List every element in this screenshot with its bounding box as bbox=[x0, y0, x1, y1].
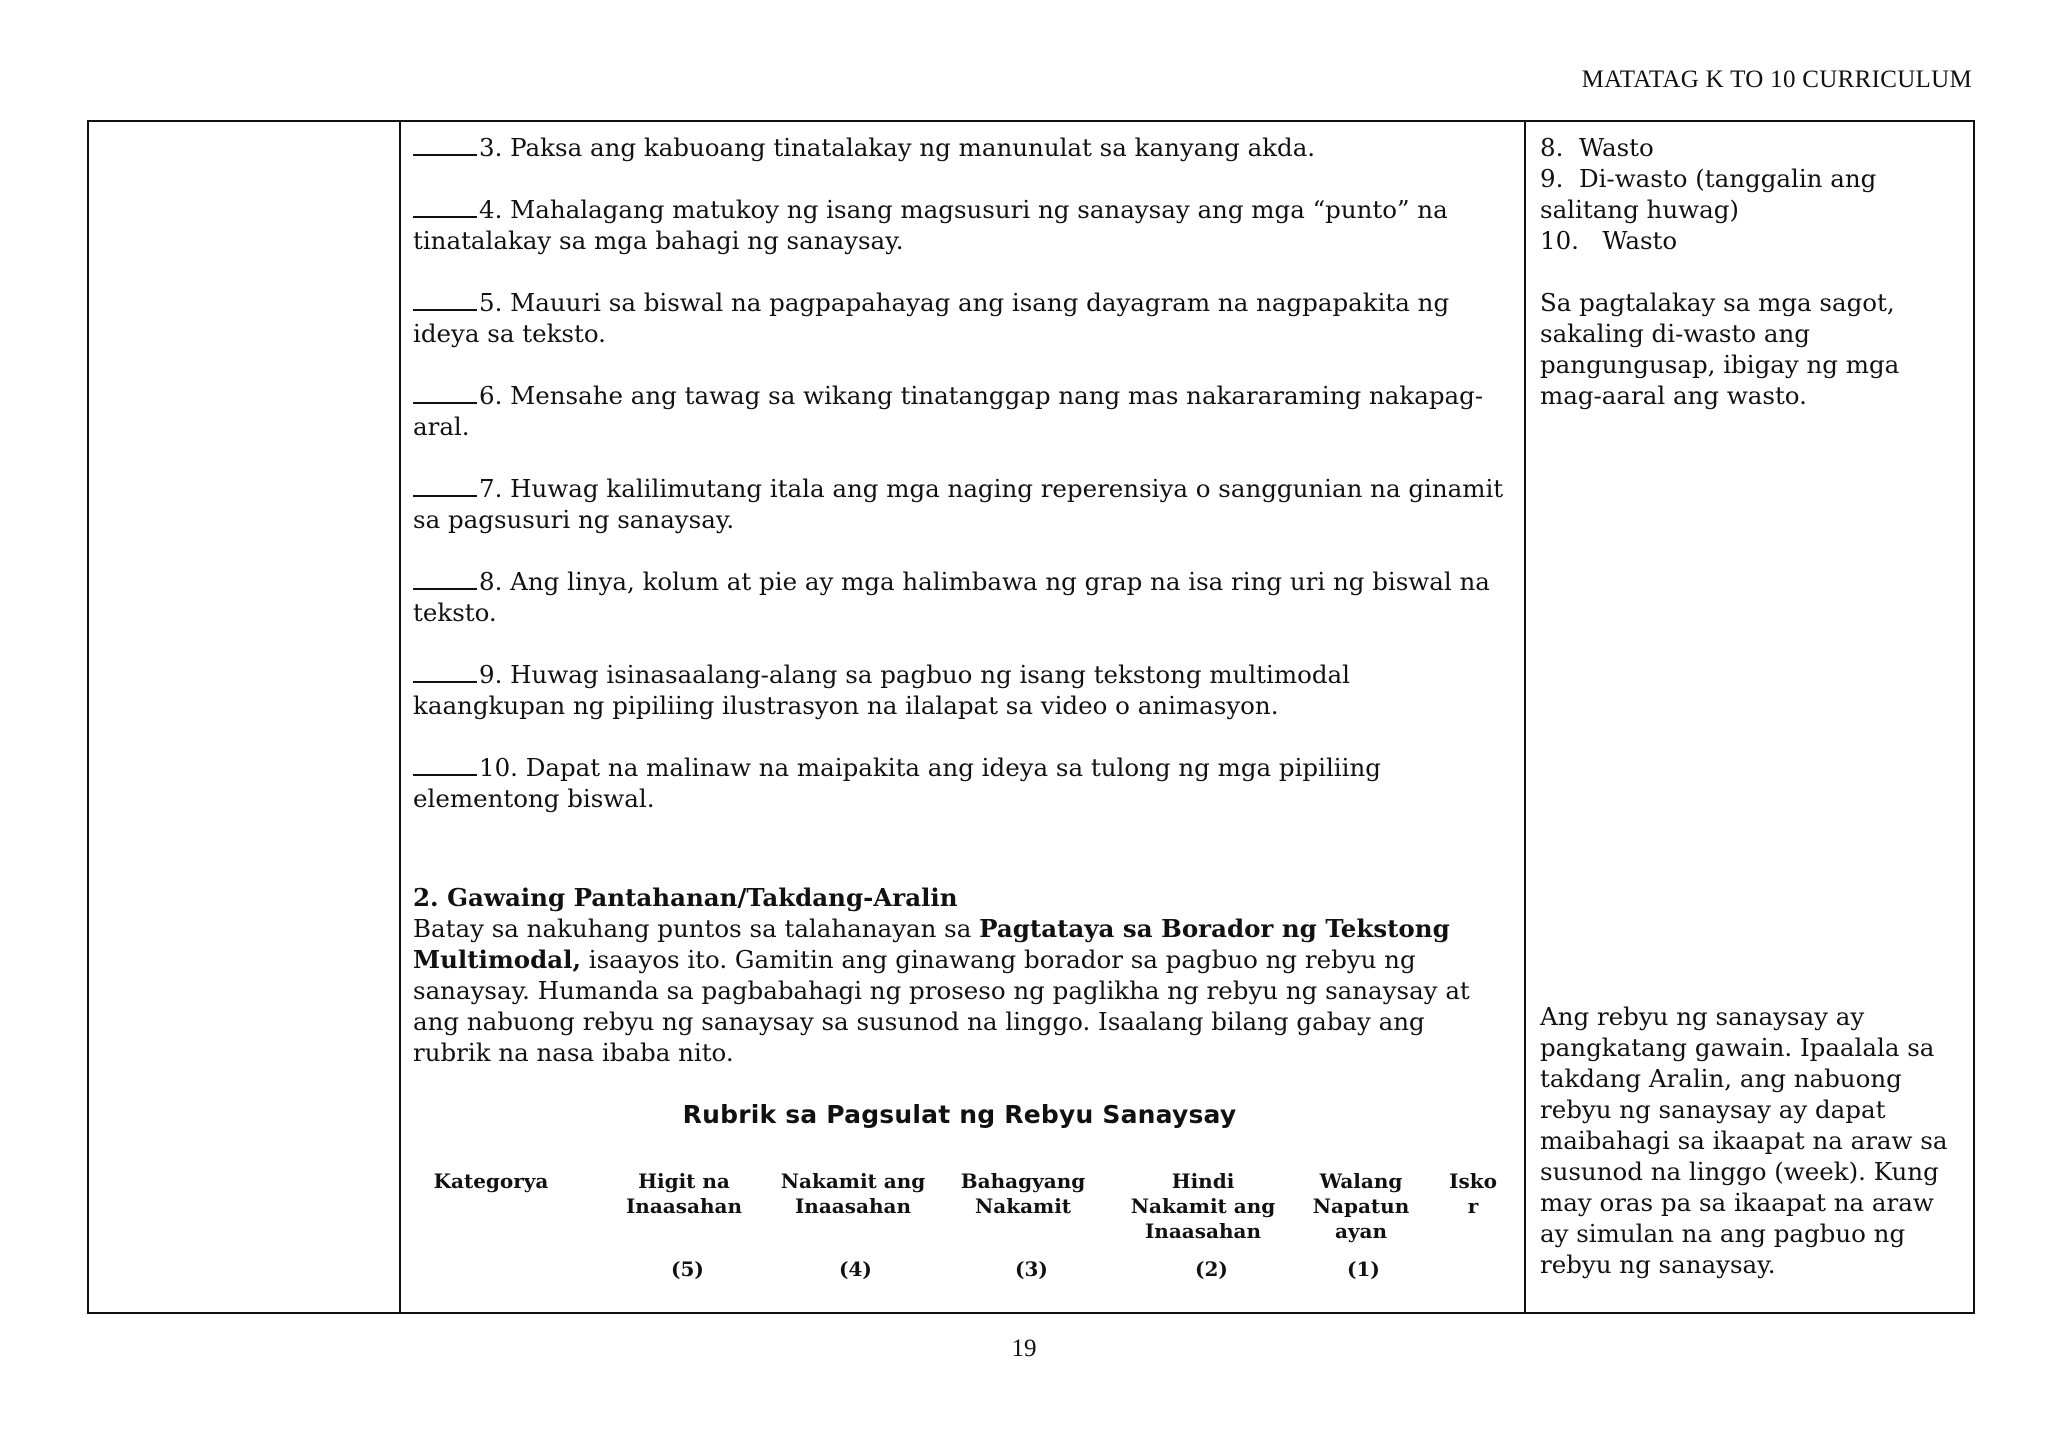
rubric-col-bahagyang bbox=[948, 1169, 1098, 1219]
rubric-col-hindi bbox=[1118, 1169, 1288, 1244]
quiz-item-text: 10. Dapat na malinaw na maipakita ang ideya sa tulong ng mga pipiliing elementong biswal. bbox=[413, 753, 1381, 813]
quiz-item bbox=[413, 752, 1506, 814]
rubric-col-higit bbox=[609, 1169, 759, 1219]
quiz-item-text: 5. Mauuri sa biswal na pagpapahayag ang isang dayagram na nagpapakita ng ideya sa teksto. bbox=[413, 288, 1450, 348]
homework-title: 2. Gawaing Pantahanan/Takdang-Aralin bbox=[413, 883, 958, 912]
answer-blank bbox=[413, 756, 477, 776]
quiz-item-text: 8. Ang linya, kolum at pie ay mga halimbawa ng grap na isa ring uri ng biswal na teksto. bbox=[413, 567, 1490, 627]
rubric-col-kategorya bbox=[431, 1169, 551, 1194]
rubric-title: Rubrik sa Pagsulat ng Rebyu Sanaysay bbox=[682, 1100, 1237, 1129]
quiz-item bbox=[413, 287, 1506, 349]
quiz-item bbox=[413, 380, 1506, 442]
answer-blank bbox=[413, 384, 477, 404]
answer-blank bbox=[413, 291, 477, 311]
answer-key bbox=[1540, 132, 1959, 256]
answer-blank bbox=[413, 477, 477, 497]
quiz-item-text: 7. Huwag kalilimutang itala ang mga naging reperensiya o sanggunian na ginamit sa pagsusuri ng sanaysay. bbox=[413, 474, 1504, 534]
page-number: 19 bbox=[1011, 1335, 1037, 1362]
homework-body bbox=[413, 913, 1506, 1068]
rubric-col-label: ayan bbox=[1334, 1219, 1388, 1243]
rubric-col-nakamit bbox=[768, 1169, 938, 1219]
quiz-item bbox=[413, 194, 1506, 256]
rubric-col-label: Nakamit ang bbox=[780, 1169, 926, 1193]
rubric-col-label: Inaasahan bbox=[1144, 1219, 1262, 1243]
teacher-note-discussion: Sa pagtalakay sa mga sagot, sakaling di-wasto ang pangungusap, ibigay ng mga mag-aaral ang wasto. bbox=[1540, 288, 1900, 410]
rubric-score-2: (2) bbox=[1195, 1257, 1228, 1281]
rubric-col-walang bbox=[1301, 1169, 1421, 1244]
left-column bbox=[89, 122, 401, 1312]
quiz-item bbox=[413, 566, 1506, 628]
rubric-header-row bbox=[413, 1169, 1506, 1279]
rubric-col-iskor bbox=[1443, 1169, 1503, 1219]
teacher-note-homework: Ang rebyu ng sanaysay ay pangkatang gawain. Ipaalala sa takdang Aralin, ang nabuong rebyu ng sanaysay ay dapat maibahagi sa ikaapat na araw sa susunod na linggo (week). Kung may oras pa sa ikaapat na araw ay simulan na ang pagbuo ng rebyu ng sanaysay. bbox=[1540, 1002, 1948, 1279]
rubric-col-label: Nakamit ang bbox=[1130, 1194, 1276, 1218]
homework-text-1: Batay sa nakuhang puntos sa talahanayan sa bbox=[413, 914, 980, 943]
answer-line: salitang huwag) bbox=[1540, 195, 1739, 224]
quiz-item-text: 3. Paksa ang kabuoang tinatalakay ng manunulat sa kanyang akda. bbox=[479, 133, 1316, 162]
homework-section bbox=[413, 882, 1506, 1068]
rubric-col-label: Hindi bbox=[1171, 1169, 1235, 1193]
answer-line: 9. Di-wasto (tanggalin ang bbox=[1540, 164, 1877, 193]
answer-blank bbox=[413, 198, 477, 218]
rubric-col-label: Napatun bbox=[1312, 1194, 1410, 1218]
true-false-items bbox=[413, 132, 1506, 814]
rubric-score-3: (3) bbox=[1015, 1257, 1048, 1281]
rubric-col-label: Higit na bbox=[638, 1169, 730, 1193]
quiz-item bbox=[413, 659, 1506, 721]
rubric-col-label: Walang bbox=[1319, 1169, 1403, 1193]
rubric-score-5: (5) bbox=[671, 1257, 704, 1281]
quiz-item-text: 4. Mahalagang matukoy ng isang magsusuri ng sanaysay ang mga “punto” na tinatalakay sa mga bahagi ng sanaysay. bbox=[413, 195, 1448, 255]
rubric-col-label: Inaasahan bbox=[794, 1194, 912, 1218]
answer-line: 10. Wasto bbox=[1540, 226, 1678, 255]
answer-blank bbox=[413, 136, 477, 156]
rubric-col-label: r bbox=[1467, 1194, 1479, 1218]
rubric-col-label: Nakamit bbox=[974, 1194, 1072, 1218]
quiz-item bbox=[413, 132, 1506, 163]
homework-text-bold: Pagtataya sa Borador ng Tekstong Multimodal, bbox=[413, 914, 1450, 974]
answer-blank bbox=[413, 663, 477, 683]
answer-line: 8. Wasto bbox=[1540, 133, 1654, 162]
homework-text-2: isaayos ito. Gamitin ang ginawang borador sa pagbuo ng rebyu ng sanaysay. Humanda sa pagbabahagi ng proseso ng paglikha ng rebyu ng sanaysay at ang nabuong rebyu ng sanaysay sa susunod na linggo. Isaalang bilang gabay ang rubrik na nasa ibaba nito. bbox=[413, 945, 1470, 1067]
rubric-score-4: (4) bbox=[839, 1257, 872, 1281]
quiz-item-text: 6. Mensahe ang tawag sa wikang tinatanggap nang mas nakararaming nakapag-aral. bbox=[413, 381, 1484, 441]
answer-blank bbox=[413, 570, 477, 590]
right-column bbox=[1526, 122, 1973, 1312]
rubric-col-label: Inaasahan bbox=[625, 1194, 743, 1218]
rubric-col-label: Kategorya bbox=[433, 1169, 549, 1193]
rubric-col-label: Bahagyang bbox=[960, 1169, 1086, 1193]
quiz-item bbox=[413, 473, 1506, 535]
middle-column bbox=[401, 122, 1526, 1312]
lesson-table bbox=[87, 120, 1975, 1314]
quiz-item-text: 9. Huwag isinasaalang-alang sa pagbuo ng isang tekstong multimodal kaangkupan ng pipiliing ilustrasyon na ilalapat sa video o animasyon. bbox=[413, 660, 1350, 720]
rubric-score-1: (1) bbox=[1347, 1257, 1380, 1281]
curriculum-header: MATATAG K TO 10 CURRICULUM bbox=[1581, 66, 1972, 93]
rubric-col-label: Isko bbox=[1449, 1169, 1497, 1193]
